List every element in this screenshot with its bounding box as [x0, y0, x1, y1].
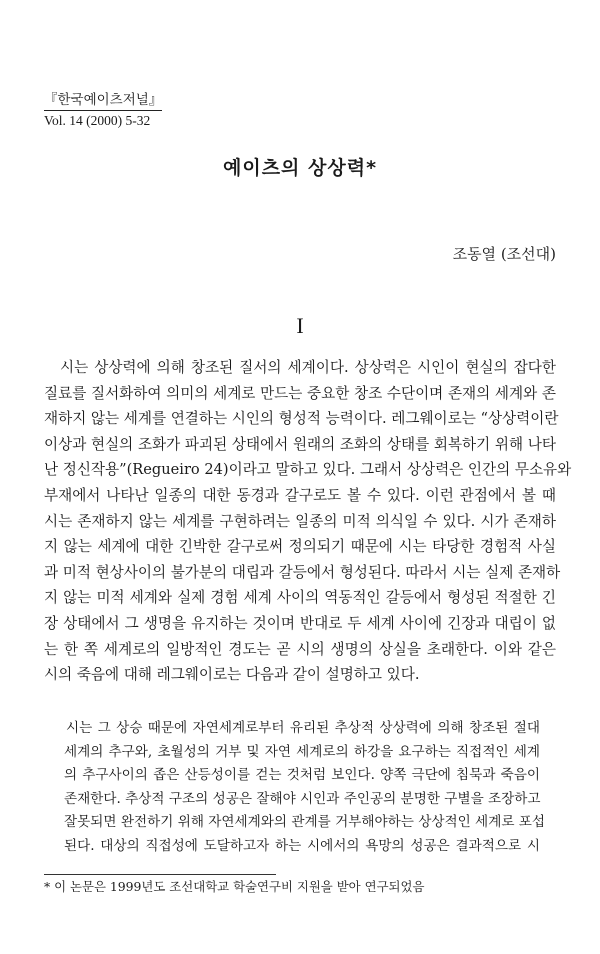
volume-info: Vol. 14 (2000) 5-32	[44, 113, 151, 128]
body-line: 시는 존재하지 않는 세계를 구현하려는 일종의 미적 의식일 수 있다. 시가 존재하	[44, 512, 556, 530]
body-line: 과 미적 현상사이의 불가분의 대립과 갈등에서 형성된다. 따라서 시는 실제 존재하	[44, 563, 561, 581]
body-line: 재하지 않는 세계를 연결하는 시인의 형성적 능력이다. 레그웨이로는 “상상력이란	[44, 410, 559, 428]
author: 조동열 (조선대)	[452, 245, 556, 263]
footnote-rule	[44, 874, 276, 875]
body-line: 시의 죽음에 대해 레그웨이로는 다음과 같이 설명하고 있다.	[44, 666, 420, 684]
footnote: * 이 논문은 1999년도 조선대학교 학술연구비 지원을 받아 연구되었음	[44, 879, 425, 894]
block-quote	[64, 717, 546, 859]
quote-line: 존재한다. 추상적 구조의 성공은 잘해야 시인과 주인공의 분명한 구별을 조장하고	[64, 790, 541, 807]
body-line: 질료를 질서화하여 의미의 세계로 만드는 중요한 창조 수단이며 존재의 세계와 존	[44, 384, 556, 402]
quote-line: 세계의 추구와, 초월성의 거부 및 자연 세계로의 하강을 요구하는 직접적인 세계	[64, 743, 540, 760]
quote-line: 의 추구사이의 좁은 산등성이를 걷는 것처럼 보인다. 양쪽 극단에 침묵과 죽음이	[64, 767, 540, 784]
body-line: 는 한 쪽 세계로의 일방적인 경도는 곧 시의 생명의 상실을 초래한다. 이와 같은	[44, 640, 556, 658]
journal-underline	[44, 110, 162, 111]
body-line: 부재에서 나타난 일종의 대한 동경과 갈구로도 볼 수 있다. 이런 관점에서 볼 때	[44, 486, 556, 504]
body-line: 지 않는 세계에 대한 긴박한 갈구로써 정의되기 때문에 시는 타당한 경험적 사실	[44, 538, 556, 556]
body-text	[44, 355, 572, 688]
body-line: 이상과 현실의 조화가 파괴된 상태에서 원래의 조화의 상태를 회복하기 위해 나타	[44, 435, 556, 453]
body-line: 난 정신작용”(Regueiro 24)이라고 말하고 있다. 그래서 상상력은 인간의 무소유와	[44, 461, 572, 479]
quote-line: 잘못되면 완전하기 위해 자연세계와의 관계를 거부해야하는 상상적인 세계로 포섭	[64, 814, 546, 831]
journal-name: 『한국예이츠저널』	[44, 92, 163, 108]
quote-line: 시는 그 상승 때문에 자연세계로부터 유리된 추상적 상상력에 의해 창조된 절대	[66, 720, 540, 736]
body-line: 지 않는 미적 세계와 실제 경험 세계 사이의 역동적인 갈등에서 형성된 적절한 긴	[44, 589, 556, 607]
body-line: 시는 상상력에 의해 창조된 질서의 세계이다. 상상력은 시인이 현실의 잡다한	[60, 359, 556, 376]
body-line: 장 상태에서 그 생명을 유지하는 것이며 반대로 두 세계 사이에 긴장과 대립이 없	[44, 614, 556, 632]
paper-title: 예이츠의 상상력*	[222, 157, 378, 179]
quote-line: 된다. 대상의 직접성에 도달하고자 하는 시에서의 욕망의 성공은 결과적으로 시	[64, 837, 540, 854]
section-heading: I	[296, 313, 304, 338]
